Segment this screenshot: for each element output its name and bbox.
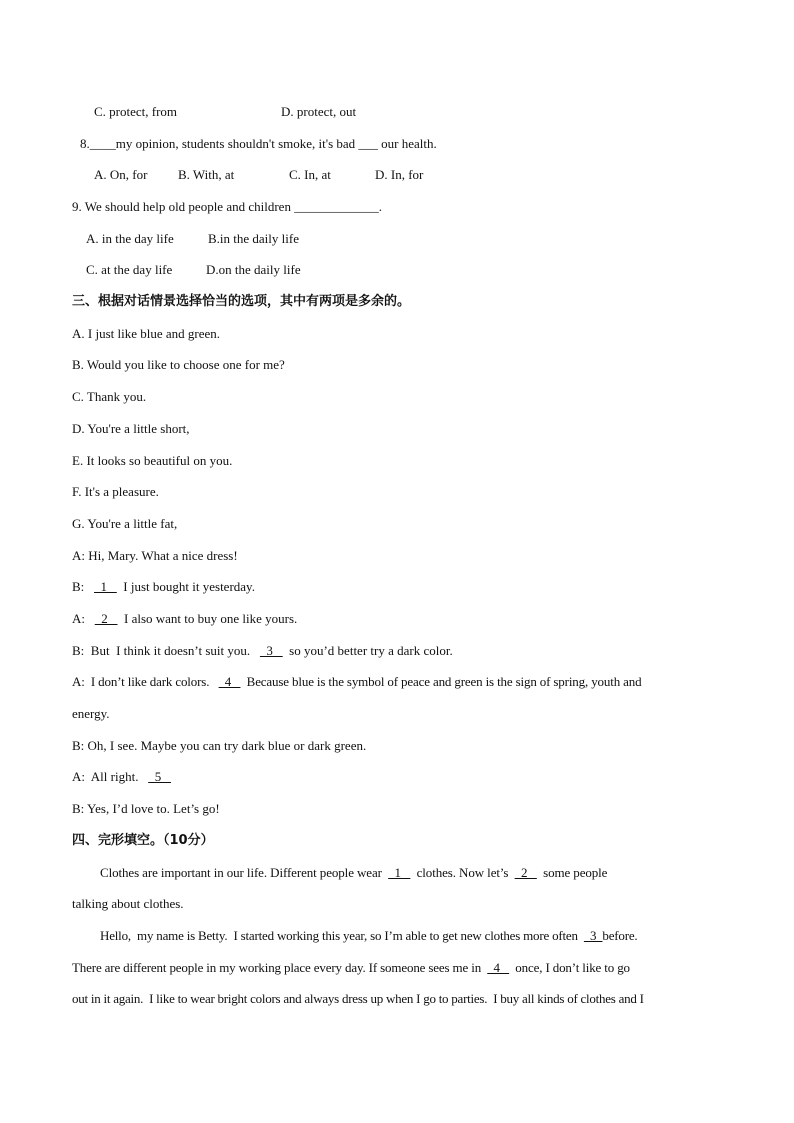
dialogue-text: B: Yes, I’d love to. Let’s go! [72,801,220,816]
q9-option-d: D.on the daily life [206,262,301,277]
passage-text: before. [602,928,638,943]
q9-option-c: C. at the day life [86,262,173,277]
dialogue-text: B: Oh, I see. Maybe you can try dark blue or dark green. [72,738,367,753]
passage-line-2 [72,895,722,913]
cloze-blank-2: 2 [514,865,537,880]
passage-text: talking about clothes. [72,896,184,911]
choice-a: A. I just like blue and green. [72,326,221,341]
passage-text: Clothes are important in our life. Different people wear [100,865,389,880]
dialogue-text: Because blue is the symbol of peace and green is the sign of spring, youth and [240,674,642,689]
dialogue-line-3 [72,610,722,628]
passage-text: some people [536,865,608,880]
choice-c: C. Thank you. [72,389,147,404]
dialogue-text: I just bought it yesterday. [116,579,255,594]
dialogue-text: I also want to buy one like yours. [117,611,298,626]
blank-4: 4 [218,674,241,689]
q8-option-d: D. In, for [375,167,424,182]
q9-option-b: B.in the daily life [208,231,299,246]
passage-line-1 [100,864,722,882]
blank-3: 3 [259,643,283,658]
dialogue-line-1 [72,547,722,565]
dialogue-speaker: B: [72,579,95,594]
cloze-blank-4: 4 [487,960,510,975]
choice-g: G. You're a little fat, [72,516,178,531]
q9-options-row2 [86,261,722,279]
cloze-blank-3: 3 [583,928,603,943]
q8-stem: 8.____my opinion, students shouldn't smoke, it's bad ___ our health. [80,136,437,151]
dialogue-line-9 [72,800,722,818]
dialogue-line-7 [72,737,722,755]
passage-text: Hello, my name is Betty. I started working this year, so I’m able to get new clothes more often [100,928,584,943]
dialogue-line-2 [72,578,722,596]
dialogue-line-6 [72,705,722,723]
q9-option-a: A. in the day life [86,231,174,246]
dialogue-line-8 [72,768,722,786]
choice-e: E. It looks so beautiful on you. [72,453,233,468]
q7-options [94,103,722,121]
q8-option-b: B. With, at [178,167,235,182]
choice-d: D. You're a little short, [72,421,190,436]
q8-option-c: C. In, at [289,167,331,182]
dialogue-text: B: But I think it doesn’t suit you. [72,643,260,658]
q8-option-a: A. On, for [94,167,148,182]
blank-5: 5 [148,769,171,784]
dialogue-text: energy. [72,706,110,721]
blank-1: 1 [94,579,117,594]
q9-options-row1 [86,230,722,248]
passage-text: There are different people in my working place every day. If someone sees me in [72,960,488,975]
dialogue-line-5 [72,673,722,691]
passage-line-3 [100,927,722,945]
passage-text: once, I don’t like to go [509,960,630,975]
dialogue-line-4 [72,642,722,660]
dialogue-text: A: I don’t like dark colors. [72,674,219,689]
section4-heading: 四、完形填空。（10分） [72,833,214,848]
cloze-blank-1: 1 [388,865,411,880]
dialogue-text: so you’d better try a dark color. [282,643,453,658]
q8-options [94,166,722,184]
q7-option-c: C. protect, from [94,104,178,119]
dialogue-speaker: A: All right. [72,769,149,784]
passage-text: clothes. Now let’s [410,865,515,880]
q9-stem: 9. We should help old people and children _____________. [72,199,382,214]
passage-text: out in it again. I like to wear bright colors and always dress up when I go to parties. I buy all kinds of clothes and I [72,991,644,1006]
choice-b: B. Would you like to choose one for me? [72,357,285,372]
q7-option-d: D. protect, out [281,104,357,119]
dialogue-speaker: A: [72,611,95,626]
choice-f: F. It's a pleasure. [72,484,159,499]
blank-2: 2 [94,611,118,626]
passage-line-5 [72,990,722,1008]
section3-heading: 三、根据对话情景选择恰当的选项，其中有两项是多余的。 [72,294,411,309]
passage-line-4 [72,959,722,977]
dialogue-text: A: Hi, Mary. What a nice dress! [72,548,238,563]
